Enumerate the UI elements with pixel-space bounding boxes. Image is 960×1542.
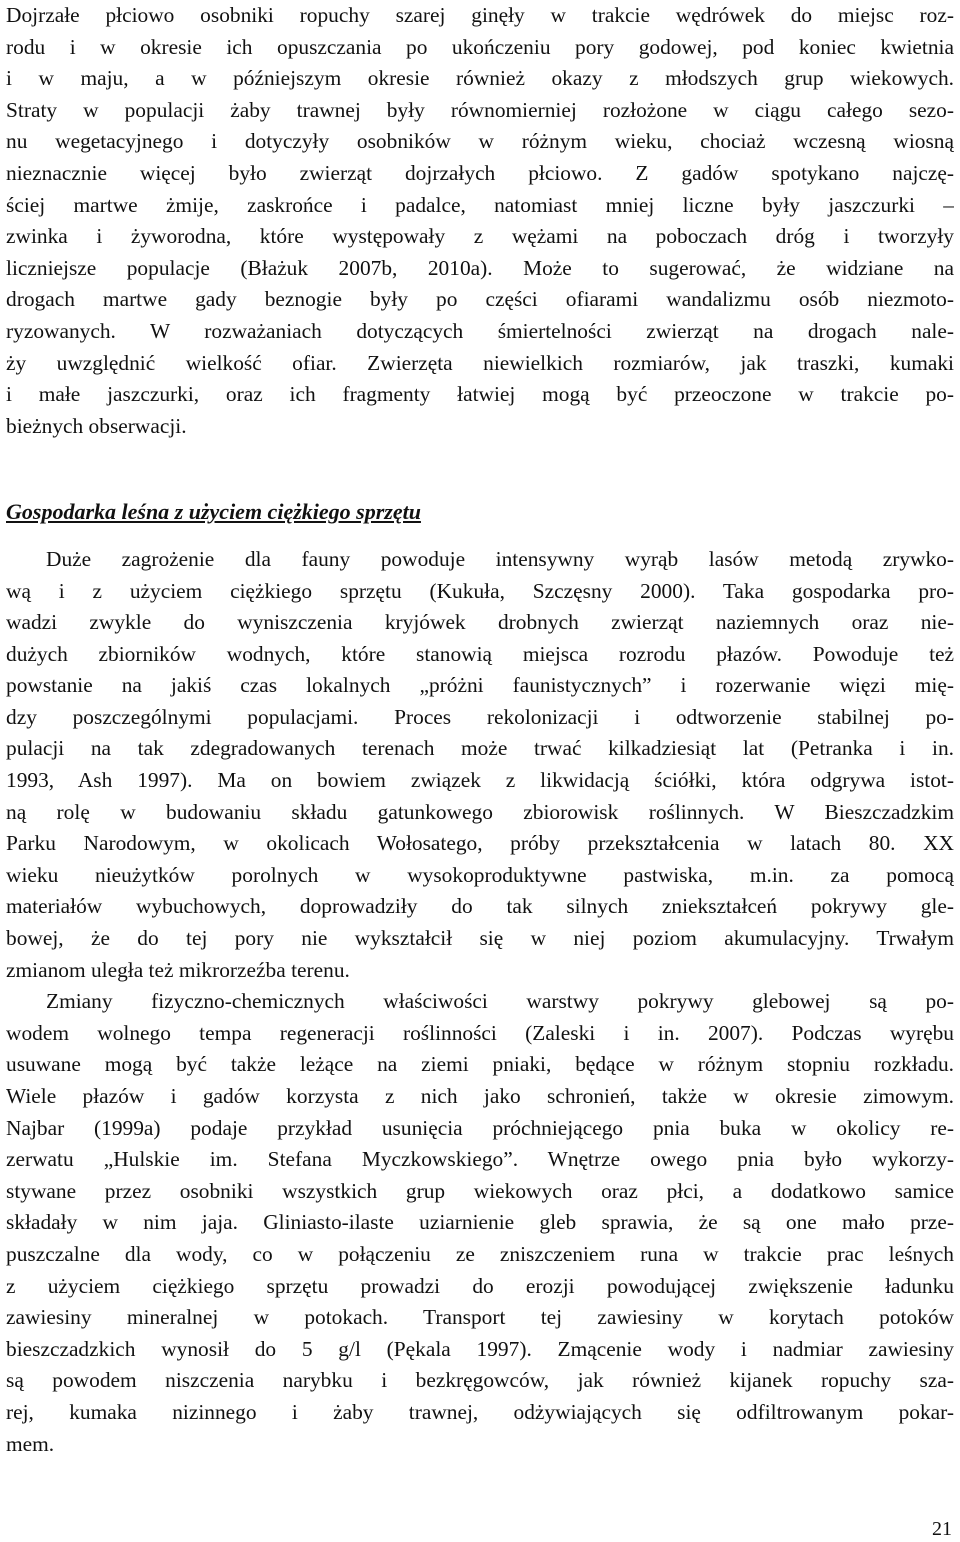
text-line: bowej, że do tej pory nie wykształcił się w niej poziom akumulacyjny. Trwałym xyxy=(6,926,954,951)
text-line: dużych zbiorników wodnych, które stanowią miejsca rozrodu płazów. Powoduje też xyxy=(6,641,954,666)
text-line: drogach martwe gady beznogie były po części ofiarami wandalizmu osób niezmoto- xyxy=(6,287,954,312)
text-line: 1993, Ash 1997). Ma on bowiem związek z likwidacją ściółki, która odgrywa istot- xyxy=(6,768,954,793)
text-line: usuwane mogą być także leżące na ziemi pniaki, będące w różnym stopniu rozkładu. xyxy=(6,1052,954,1077)
text-line: Zmiany fizyczno-chemicznych właściwości warstwy pokrywy glebowej są po- xyxy=(46,989,954,1014)
text-line: Najbar (1999a) podaje przykład usunięcia próchniejącego pnia buka w okolicy re- xyxy=(6,1115,954,1140)
text-line: ną rolę w budowaniu składu gatunkowego zbiorowisk roślinnych. W Bieszczadzkim xyxy=(6,799,954,824)
text-line: mem. xyxy=(6,1431,55,1456)
text-line: puszczalne dla wody, co w połączeniu ze zniszczeniem runa w trakcie prac leśnych xyxy=(6,1241,954,1266)
text-line: pulacji na tak zdegradowanych terenach może trwać kilkadziesiąt lat (Petranka i in. xyxy=(6,736,954,761)
text-line: z użyciem ciężkiego sprzętu prowadzi do erozji powodującej zwiększenie ładunku xyxy=(6,1273,954,1298)
text-line: materiałów wybuchowych, doprowadziły do tak silnych zniekształceń pokrywy gle- xyxy=(6,894,954,919)
text-line: zmianom uległa też mikrorzeźba terenu. xyxy=(6,957,350,982)
section-heading: Gospodarka leśna z użyciem ciężkiego sprzętu xyxy=(6,499,421,525)
text-line: bieżnych obserwacji. xyxy=(6,413,187,438)
text-line: Wiele płazów i gadów korzysta z nich jako schronień, także w okresie zimowym. xyxy=(6,1084,954,1108)
text-line: ściej martwe żmije, zaskrońce i padalce, natomiast mniej liczne były jaszczurki – xyxy=(6,192,954,217)
text-line: wadzi zwykle do wyniszczenia kryjówek drobnych zwierząt naziemnych oraz nie- xyxy=(6,610,954,635)
text-line: liczniejsze populacje (Błażuk 2007b, 2010a). Może to sugerować, że widziane na xyxy=(6,255,954,280)
paragraph-gap xyxy=(6,442,954,462)
page-number: 21 xyxy=(932,1518,952,1540)
text-line: zwinka i żyworodna, które występowały z wężami na poboczach dróg i tworzyły xyxy=(6,224,954,249)
text-line: zawiesiny mineralnej w potokach. Transport tej zawiesiny w korytach potoków xyxy=(6,1305,954,1330)
text-line: nu wegetacyjnego i dotyczyły osobników w różnym wieku, chociaż wczesną wiosną xyxy=(6,129,954,154)
text-line: rej, kumaka nizinnego i żaby trawnej, odżywiających się odfiltrowanym pokar- xyxy=(6,1399,954,1424)
document-page xyxy=(6,0,954,1460)
text-line: nieznacznie więcej było zwierząt dojrzałych płciowo. Z gadów spotykano najczę- xyxy=(6,160,954,185)
text-line: ryzowanych. W rozważaniach dotyczących śmiertelności zwierząt na drogach nale- xyxy=(6,318,954,343)
text-line: wodem wolnego tempa regeneracji roślinności (Zaleski i in. 2007). Podczas wyrębu xyxy=(6,1020,954,1045)
paragraph-amphibian-road-mortality xyxy=(6,0,954,442)
paragraph-soil-changes xyxy=(6,986,954,1460)
text-line: składały w nim jaja. Gliniasto-ilaste uziarnienie gleb sprawia, że są one mało prze- xyxy=(6,1210,954,1235)
text-line: rodu i w okresie ich opuszczania po ukończeniu pory godowej, pod koniec kwietnia xyxy=(6,34,954,59)
paragraph-heavy-equipment-forestry xyxy=(6,544,954,986)
text-line: powstanie na jakiś czas lokalnych „próżni faunistycznych” i rozerwanie więzi mię- xyxy=(6,673,954,698)
text-line: dzy poszczególnymi populacjami. Proces rekolonizacji i odtworzenie stabilnej po- xyxy=(6,704,954,729)
text-line: zerwatu „Hulskie im. Stefana Myczkowskiego”. Wnętrze owego pnia było wykorzy- xyxy=(6,1147,954,1172)
text-line: Duże zagrożenie dla fauny powoduje intensywny wyrąb lasów metodą zrywko- xyxy=(46,546,954,571)
text-line: są powodem niszczenia narybku i bezkręgowców, jak również kijanek ropuchy sza- xyxy=(6,1368,954,1393)
text-line: ży uwzględnić wielkość ofiar. Zwierzęta niewielkich rozmiarów, jak traszki, kumaki xyxy=(6,350,954,375)
text-line: bieszczadzkich wynosił do 5 g/l (Pękala 1997). Zmącenie wody i nadmiar zawiesiny xyxy=(6,1336,954,1361)
text-line: i małe jaszczurki, oraz ich fragmenty łatwiej mogą być przeoczone w trakcie po- xyxy=(6,382,954,407)
text-line: Straty w populacji żaby trawnej były równomierniej rozłożone w ciągu całego sezo- xyxy=(6,97,954,122)
text-line: Parku Narodowym, w okolicach Wołosatego, próby przekształcenia w latach 80. XX xyxy=(6,831,954,856)
text-line: stywane przez osobniki wszystkich grup wiekowych oraz płci, a dodatkowo samice xyxy=(6,1178,954,1203)
text-line: wą i z użyciem ciężkiego sprzętu (Kukuła, Szczęsny 2000). Taka gospodarka pro- xyxy=(6,578,954,603)
text-line: i w maju, a w późniejszym okresie również okazy z młodszych grup wiekowych. xyxy=(6,66,954,91)
text-line: wieku nieużytków porolnych w wysokoproduktywne pastwiska, m.in. za pomocą xyxy=(6,862,954,887)
text-line: Dojrzałe płciowo osobniki ropuchy szarej ginęły w trakcie wędrówek do miejsc roz- xyxy=(6,3,954,27)
